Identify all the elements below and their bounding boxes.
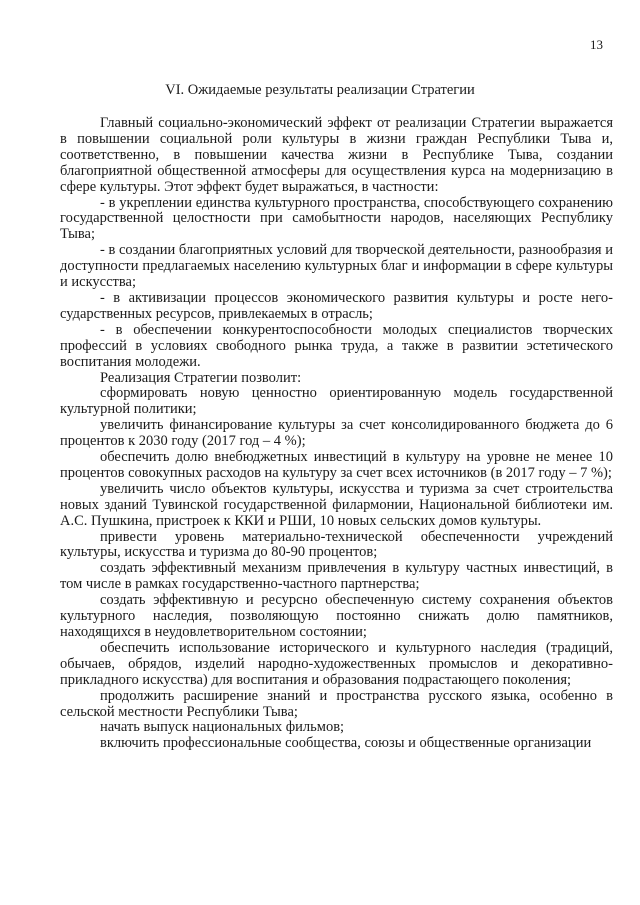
paragraph-item: продолжить расширение знаний и пространства русского языка, особенно в сельской местности Республики Тыва;	[60, 687, 613, 720]
paragraph-item: привести уровень материально-технической обеспеченности учреждений культуры, искусства и туризма до 80-90 процентов;	[60, 528, 613, 561]
page-number: 13	[590, 37, 603, 52]
paragraph-bullet-1: - в укреплении единства культурного пространства, способствующего сохранению государственной целостности при самобытности народов, населяющих Республику Тыва;	[60, 194, 613, 243]
paragraph-bullet-2: - в создании благоприятных условий для творческой деятельности, разнообразия и доступности предлагаемых населению культурных благ и информации в сфере культуры и искусства;	[60, 242, 613, 291]
paragraph-item: обеспечить долю внебюджетных инвестиций в культуру на уровне не менее 10 процентов совокупных расходов на культуру за счет всех источников (в 2017 году – 7 %);	[60, 449, 613, 481]
paragraph-item: создать эффективную и ресурсно обеспеченную систему сохранения объектов культурного наследия, позволяющую постоянно снижать долю памятников, находящихся в неудовлетворительном состоянии;	[60, 592, 613, 640]
section-title: VI. Ожидаемые результаты реализации Стратегии	[165, 82, 475, 98]
paragraph-bullet-4: - в обеспечении конкурентоспособности молодых специалистов творческих профессий в условиях свободного рынка труда, а также в развитии эстетического воспитания молодежи.	[60, 321, 613, 370]
paragraph-item: создать эффективный механизм привлечения в культуру частных инвестиций, в том числе в рамках государственно-частного партнерства;	[60, 560, 613, 593]
paragraph-lead-in: Реализация Стратегии позволит:	[100, 369, 302, 386]
paragraph-bullet-3: - в активизации процессов экономического развития культуры и росте негосударственных ресурсов, привлекаемых в отрасль;	[60, 289, 613, 322]
paragraph-item: обеспечить использование исторического и культурного наследия (традиций, обычаев, обрядов, изделий народно-художественных промыслов и декоративно-прикладного искусства) для воспитания и образования подрастающего поколения;	[60, 639, 613, 688]
paragraph-item: включить профессиональные сообщества, союзы и общественные организации	[100, 735, 592, 752]
paragraph-item: увеличить число объектов культуры, искусства и туризма за счет строительства новых зданий Тувинской государственной филармонии, Национальной библиотеки им. А.С. Пушкина, пристроек к ККИ и РШИ, 10 новых сельских домов культуры.	[60, 480, 613, 529]
document-body	[60, 116, 613, 752]
paragraph-intro: Главный социально-экономический эффект от реализации Стратегии выражается в повышении социальной роли культуры в жизни граждан Республики Тыва и, соответственно, в повышении качества жизни в Республике Тыва, создании благоприятной общественной атмосферы для осуществления курса на модернизацию в сфере культуры. Этот эффект будет выражаться, в частности:	[60, 115, 613, 195]
paragraph-item: сформировать новую ценностно ориентированную модель государственной культурной политики;	[60, 385, 613, 418]
paragraph-item: увеличить финансирование культуры за счет консолидированного бюджета до 6 процентов к 2030 году (2017 год – 4 %);	[60, 417, 613, 450]
paragraph-item: начать выпуск национальных фильмов;	[100, 719, 345, 736]
